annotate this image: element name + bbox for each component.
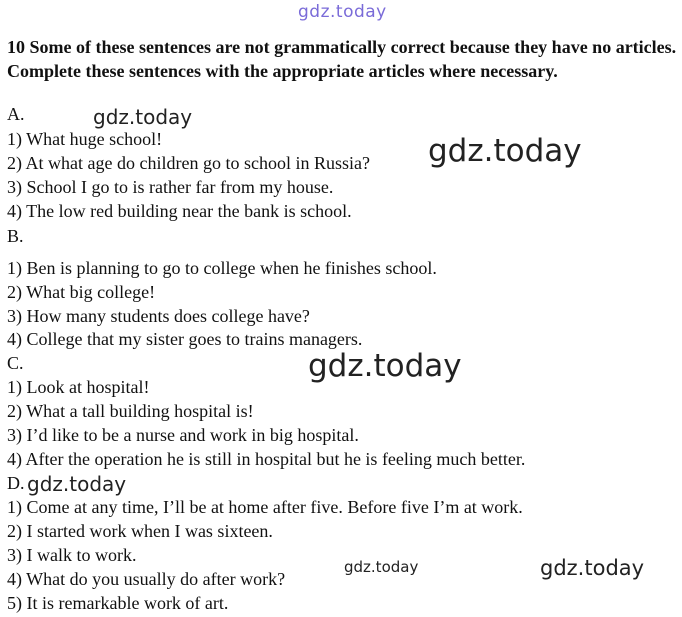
section-d-item-2: 2) I started work when I was sixteen. xyxy=(7,521,273,541)
watermark-top: gdz.today xyxy=(298,2,387,22)
section-b-item-1: 1) Ben is planning to go to college when he finishes school. xyxy=(7,258,437,278)
section-d-item-4: 4) What do you usually do after work? xyxy=(7,569,286,589)
section-b-label: B. xyxy=(7,226,24,246)
watermark-d: gdz.today xyxy=(27,472,127,496)
watermark-c: gdz.today xyxy=(308,348,462,384)
section-a-item-1: 1) What huge school! xyxy=(7,129,163,149)
watermark-right: gdz.today xyxy=(540,556,645,580)
watermark-a: gdz.today xyxy=(93,105,193,129)
section-c-item-2: 2) What a tall building hospital is! xyxy=(7,401,254,421)
section-d-item-1: 1) Come at any time, I’ll be at home after five. Before five I’m at work. xyxy=(7,497,523,517)
section-d-label: D. xyxy=(7,473,25,493)
section-a-label: A. xyxy=(7,104,25,124)
section-b-item-3: 3) How many students does college have? xyxy=(7,306,310,326)
section-c-item-4: 4) After the operation he is still in hospital but he is feeling much better. xyxy=(7,449,526,469)
section-a-item-4: 4) The low red building near the bank is school. xyxy=(7,201,352,221)
section-c-item-3: 3) I’d like to be a nurse and work in big hospital. xyxy=(7,425,359,445)
section-a-item-3: 3) School I go to is rather far from my house. xyxy=(7,177,334,197)
section-d-item-3: 3) I walk to work. xyxy=(7,545,137,565)
watermark-small: gdz.today xyxy=(344,558,419,576)
exercise-title: 10 Some of these sentences are not grammatically correct because they have no articles. Complete these sentences with the appropriate articles where necessary. xyxy=(7,37,677,81)
section-b-item-4: 4) College that my sister goes to trains managers. xyxy=(7,329,363,349)
section-c-label: C. xyxy=(7,353,24,373)
section-c-item-1: 1) Look at hospital! xyxy=(7,377,150,397)
section-d-item-5: 5) It is remarkable work of art. xyxy=(7,593,229,613)
watermark-large: gdz.today xyxy=(428,133,582,169)
section-a-item-2: 2) At what age do children go to school in Russia? xyxy=(7,153,370,173)
section-b-item-2: 2) What big college! xyxy=(7,282,156,302)
